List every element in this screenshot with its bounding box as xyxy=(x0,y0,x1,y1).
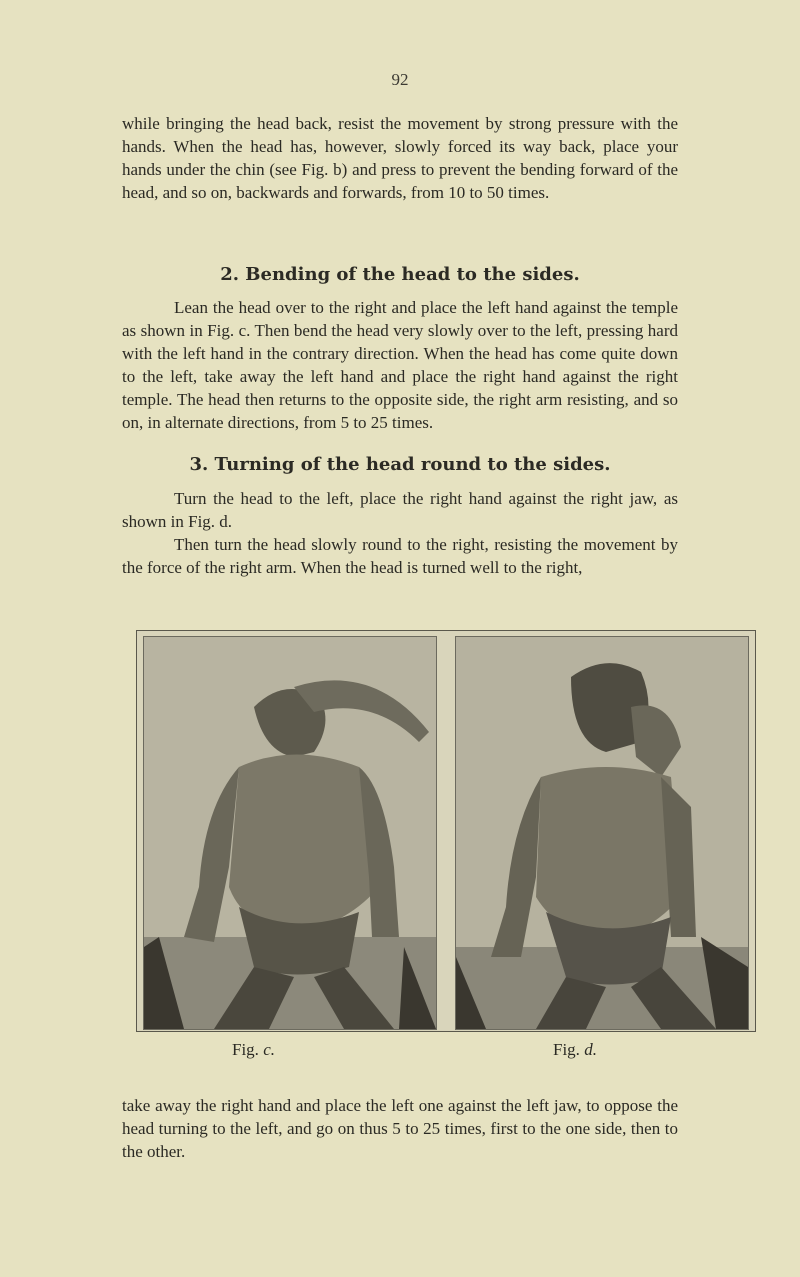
section-2-heading: 2. Bending of the head to the sides. xyxy=(220,264,580,285)
figure-d-label: Fig. xyxy=(553,1040,580,1059)
closing-paragraph-block xyxy=(122,1094,678,1163)
figure-c-photo xyxy=(143,636,437,1030)
figure-d-photo xyxy=(455,636,749,1030)
intro-paragraph: while bringing the head back, resist the movement by strong pressure with the hands. When the head has, however, slowly forced its way back, place your hands under the chin (see Fig. b) and press to prevent the bending forward of the head, and so on, backwards and forwards, from 10 to 50 times. xyxy=(122,114,678,202)
section-3-body xyxy=(122,487,678,579)
figure-d-letter: d. xyxy=(584,1040,597,1059)
figure-c-illustration xyxy=(144,637,436,1029)
section-2-body xyxy=(122,296,678,434)
section-2-paragraph: Lean the head over to the right and place the left hand against the temple as shown in Fig. c. Then bend the head very slowly over to the left, pressing hard with the left hand in the contrary direction. When the head has come quite down to the left, take away the left hand and place the right hand against the right temple. The head then returns to the opposite side, the right arm resisting, and so on, in alternate directions, from 5 to 25 times. xyxy=(122,298,678,432)
page-number: 92 xyxy=(391,70,409,89)
closing-paragraph: take away the right hand and place the left one against the left jaw, to oppose the head turning to the left, and go on thus 5 to 25 times, first to the one side, then to the other. xyxy=(122,1096,678,1161)
figure-plate xyxy=(136,630,756,1032)
section-3-heading: 3. Turning of the head round to the sides. xyxy=(189,454,611,475)
figure-c-label: Fig. xyxy=(232,1040,259,1059)
figure-c-caption xyxy=(232,1040,275,1060)
figure-d-caption xyxy=(553,1040,597,1060)
intro-paragraph-block xyxy=(122,112,678,204)
section-3-paragraph-1: Turn the head to the left, place the right hand against the right jaw, as shown in Fig. d. xyxy=(122,489,678,531)
section-3-paragraph-2: Then turn the head slowly round to the right, resisting the movement by the force of the right arm. When the head is turned well to the right, xyxy=(122,535,678,577)
figure-d-illustration xyxy=(456,637,748,1029)
figure-c-letter: c. xyxy=(263,1040,275,1059)
